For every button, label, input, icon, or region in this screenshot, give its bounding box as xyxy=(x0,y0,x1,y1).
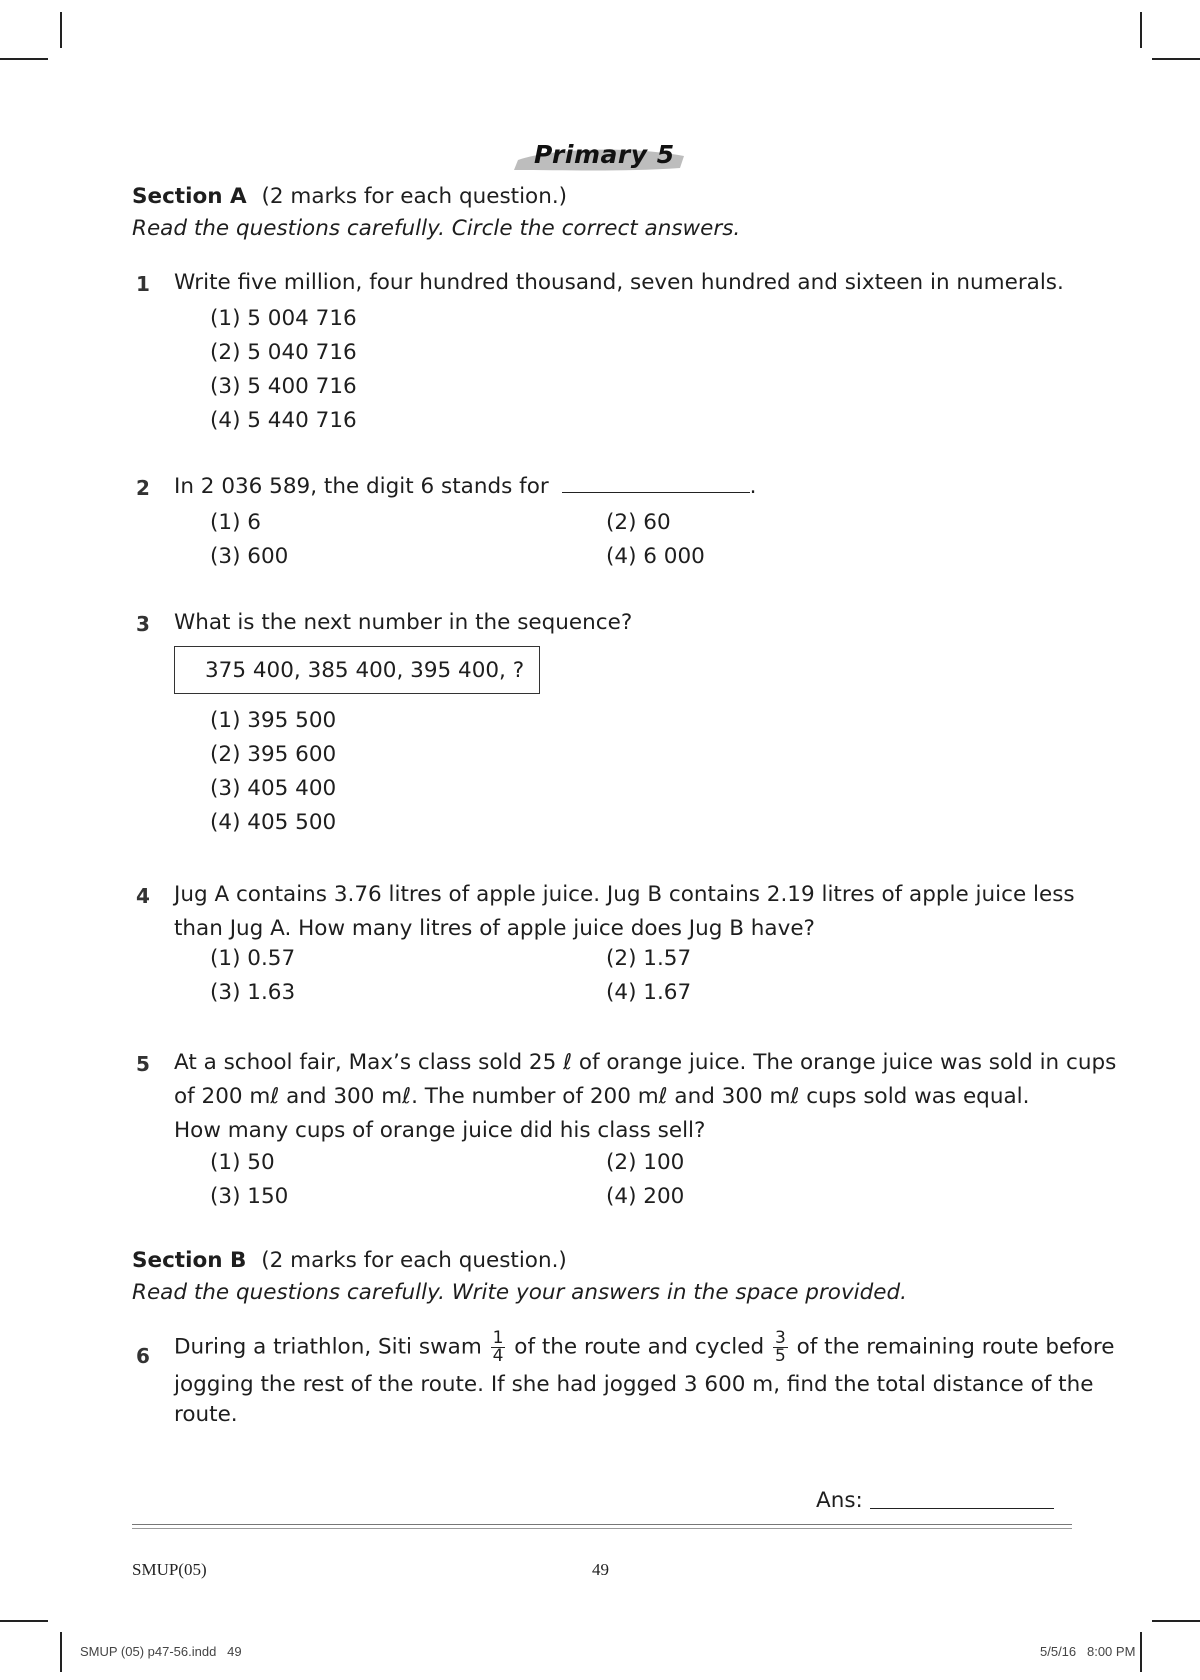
crop-mark xyxy=(0,1620,48,1622)
page-title: Primary 5 xyxy=(534,140,675,169)
crop-mark xyxy=(0,58,48,60)
option[interactable]: (3) 5 400 716 xyxy=(210,374,357,399)
option[interactable]: (4) 5 440 716 xyxy=(210,408,357,433)
sequence-box xyxy=(174,646,540,694)
section-b-instruction: Read the questions carefully. Write your answers in the space provided. xyxy=(132,1280,907,1305)
q6-text-a: During a triathlon, Siti swam xyxy=(174,1334,482,1360)
fraction-numerator: 3 xyxy=(774,1328,786,1348)
section-a-instruction: Read the questions carefully. Circle the correct answers. xyxy=(132,216,741,241)
option[interactable]: (4) 405 500 xyxy=(210,810,337,835)
question-text-line1 xyxy=(174,1330,1115,1365)
option[interactable]: (1) 50 xyxy=(210,1150,275,1175)
question-text: Write five million, four hundred thousand, seven hundred and sixteen in numerals. xyxy=(174,270,1064,295)
file-slug: SMUP (05) p47-56.indd 49 xyxy=(80,1644,242,1659)
option[interactable]: (2) 5 040 716 xyxy=(210,340,357,365)
crop-mark xyxy=(1140,12,1142,48)
divider xyxy=(132,1524,1072,1529)
sequence-text: 375 400, 385 400, 395 400, ? xyxy=(205,658,525,683)
option[interactable]: (2) 100 xyxy=(606,1150,685,1175)
fraction-denominator: 5 xyxy=(774,1346,786,1366)
crop-mark xyxy=(1152,1620,1200,1622)
section-a-heading xyxy=(132,184,567,209)
book-code: SMUP(05) xyxy=(132,1560,207,1579)
option[interactable]: (3) 600 xyxy=(210,544,289,569)
answer-blank xyxy=(562,470,750,493)
question-number: 2 xyxy=(136,476,150,500)
section-b-title: Section B xyxy=(132,1248,247,1273)
question-text-line1: Jug A contains 3.76 litres of apple juice. Jug B contains 2.19 litres of apple juice less xyxy=(174,882,1075,907)
question-text: What is the next number in the sequence? xyxy=(174,610,633,635)
crop-mark xyxy=(60,1632,62,1672)
question-number: 4 xyxy=(136,884,150,908)
period: . xyxy=(749,474,757,499)
option[interactable]: (4) 1.67 xyxy=(606,980,692,1005)
fraction-three-fifths xyxy=(773,1330,788,1365)
section-a-marks: (2 marks for each question.) xyxy=(261,184,568,209)
option[interactable]: (1) 395 500 xyxy=(210,708,337,733)
question-number: 1 xyxy=(136,272,150,296)
question-text-line2: of 200 mℓ and 300 mℓ. The number of 200 mℓ and 300 mℓ cups sold was equal. xyxy=(174,1084,1030,1109)
section-b-marks: (2 marks for each question.) xyxy=(261,1248,567,1273)
question-text-main: In 2 036 589, the digit 6 stands for xyxy=(174,474,549,499)
question-number: 5 xyxy=(136,1052,150,1076)
question-text-line1: At a school fair, Max’s class sold 25 ℓ of orange juice. The orange juice was sold in cups xyxy=(174,1050,1117,1075)
answer-line[interactable] xyxy=(870,1508,1054,1509)
question-text-line2: jogging the rest of the route. If she had jogged 3 600 m, find the total distance of the xyxy=(174,1372,1094,1397)
crop-mark xyxy=(1140,1632,1142,1672)
option[interactable]: (2) 60 xyxy=(606,510,671,535)
page-number: 49 xyxy=(592,1560,609,1579)
option[interactable]: (1) 6 xyxy=(210,510,261,535)
question-text xyxy=(174,470,756,504)
option[interactable]: (4) 6 000 xyxy=(606,544,705,569)
crop-mark xyxy=(60,12,62,48)
section-b-heading xyxy=(132,1248,567,1273)
option[interactable]: (2) 1.57 xyxy=(606,946,692,971)
q6-text-c: of the remaining route before xyxy=(796,1334,1115,1360)
fraction-one-quarter xyxy=(491,1330,506,1365)
option[interactable]: (3) 1.63 xyxy=(210,980,296,1005)
title-banner xyxy=(512,140,688,174)
section-a-title: Section A xyxy=(132,184,247,209)
date-slug: 5/5/16 8:00 PM xyxy=(1040,1644,1136,1659)
crop-mark xyxy=(1152,58,1200,60)
option[interactable]: (3) 150 xyxy=(210,1184,289,1209)
option[interactable]: (1) 0.57 xyxy=(210,946,296,971)
answer-label: Ans: xyxy=(816,1488,863,1513)
fraction-numerator: 1 xyxy=(492,1328,504,1348)
option[interactable]: (4) 200 xyxy=(606,1184,685,1209)
question-text-line3: How many cups of orange juice did his class sell? xyxy=(174,1118,706,1143)
q6-text-b: of the route and cycled xyxy=(514,1334,765,1360)
fraction-denominator: 4 xyxy=(492,1346,504,1366)
option[interactable]: (2) 395 600 xyxy=(210,742,337,767)
question-number: 6 xyxy=(136,1344,150,1368)
question-number: 3 xyxy=(136,612,150,636)
option[interactable]: (3) 405 400 xyxy=(210,776,337,801)
question-text-line3: route. xyxy=(174,1402,238,1427)
option[interactable]: (1) 5 004 716 xyxy=(210,306,357,331)
question-text-line2: than Jug A. How many litres of apple juice does Jug B have? xyxy=(174,916,815,941)
